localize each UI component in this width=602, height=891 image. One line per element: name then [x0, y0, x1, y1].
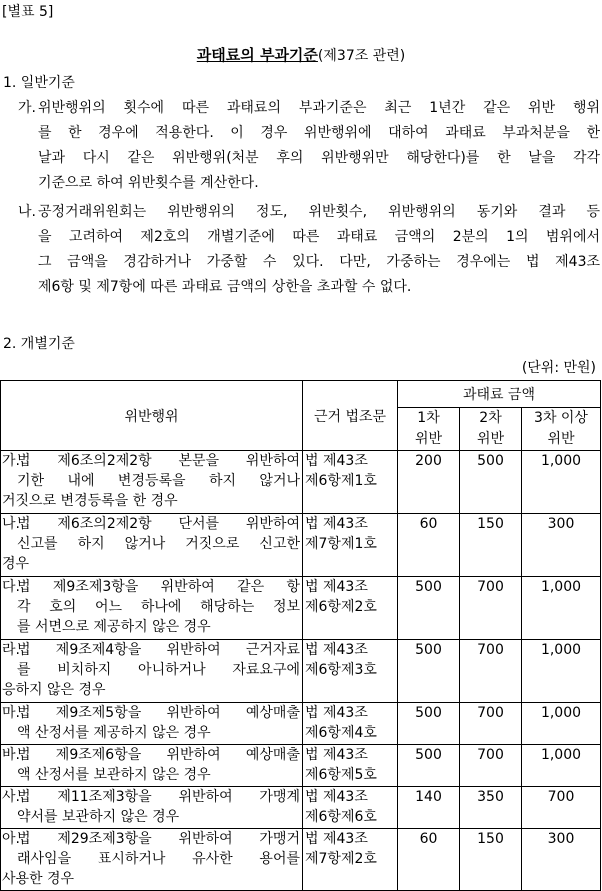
cell-fee-third: 300: [522, 829, 601, 891]
fee-table: [0, 380, 601, 891]
cell-fee-third: 1,000: [522, 451, 601, 514]
col-header-second: 2차 위반: [460, 408, 522, 451]
law-line: 제6항제3호: [305, 662, 377, 678]
row-marker: 바.: [2, 747, 20, 763]
row-marker: 마.: [2, 705, 20, 721]
document-title: [0, 44, 602, 65]
text-line: 응하지 않은 경우: [2, 682, 106, 698]
text-line: 법 제9조제4항을 위반하여 근거자료: [17, 642, 300, 658]
law-line: 제6항제2호: [305, 599, 377, 615]
cell-fee-first: 60: [398, 829, 460, 891]
item-marker: 가.: [18, 100, 36, 116]
table-row: [1, 640, 601, 703]
cell-fee-third: 1,000: [522, 745, 601, 787]
table-row: [1, 451, 601, 514]
title-reference: (제37조 관련): [317, 48, 406, 64]
table-row: [1, 745, 601, 787]
law-line: 제7항제1호: [305, 536, 377, 552]
text-line: 약서를 보관하지 않은 경우: [17, 809, 180, 825]
text-line: 액 산정서를 제공하지 않은 경우: [17, 725, 211, 741]
row-marker: 가.: [2, 453, 20, 469]
cell-violation: [1, 577, 303, 640]
row-marker: 라.: [2, 642, 20, 658]
cell-fee-first: 500: [398, 703, 460, 745]
text-line: 그 금액을 경감하거나 가중할 수 있다. 다만, 가중하는 경우에는 법 제43조: [38, 254, 600, 270]
item-text: [18, 200, 600, 300]
cell-violation: [1, 514, 303, 577]
cell-law: [303, 703, 398, 745]
text-line: 를 서면으로 제공하지 않은 경우: [17, 619, 211, 635]
cell-fee-third: 1,000: [522, 640, 601, 703]
law-line: 제6항제4호: [305, 725, 377, 741]
text-line: 기준으로 하여 위반횟수를 계산한다.: [38, 175, 259, 191]
text-line: 법 제9조제5항을 위반하여 예상매출: [17, 705, 300, 721]
annex-tag: [별표 5]: [2, 4, 54, 20]
law-line: 법 제43조: [305, 705, 368, 721]
row-marker: 나.: [2, 516, 20, 532]
col-header-law: 근거 법조문: [303, 381, 398, 451]
law-line: 법 제43조: [305, 831, 368, 847]
item-text: [18, 96, 600, 196]
cell-law: [303, 745, 398, 787]
cell-violation: [1, 787, 303, 829]
text-line: 법 제6조의2제2항 본문을 위반하여: [17, 453, 300, 469]
text-line: 법 제11조제3항을 위반하여 가맹계: [17, 789, 300, 805]
cell-fee-first: 500: [398, 577, 460, 640]
col-header-fee-group: 과태료 금액: [398, 381, 601, 408]
text-line: 기한 내에 변경등록을 하지 않거나: [17, 473, 300, 489]
text-line: 을 고려하여 제2호의 개별기준에 따른 과태료 금액의 2분의 1의 범위에서: [38, 229, 600, 245]
item-marker: 나.: [18, 204, 36, 220]
cell-fee-first: 60: [398, 514, 460, 577]
general-heading: 1. 일반기준: [3, 75, 75, 91]
cell-fee-first: 500: [398, 745, 460, 787]
text-line: 법 제29조제3항을 위반하여 가맹거: [17, 831, 300, 847]
cell-violation: [1, 745, 303, 787]
cell-law: [303, 829, 398, 891]
cell-law: [303, 640, 398, 703]
table-row: [1, 703, 601, 745]
cell-fee-second: 350: [460, 787, 522, 829]
cell-law: [303, 451, 398, 514]
law-line: 제7항제2호: [305, 851, 377, 867]
cell-law: [303, 577, 398, 640]
text-line: 공정거래위원회는 위반행위의 정도, 위반횟수, 위반행위의 동기와 결과 등: [38, 204, 600, 220]
law-line: 법 제43조: [305, 747, 368, 763]
title-main: 과태료의 부과기준: [196, 46, 318, 64]
col-header-third: 3차 이상 위반: [522, 408, 601, 451]
law-line: 법 제43조: [305, 579, 368, 595]
cell-fee-third: 1,000: [522, 577, 601, 640]
general-item-ga: [18, 96, 600, 196]
cell-fee-first: 140: [398, 787, 460, 829]
text-line: 신고를 하지 않거나 거짓으로 신고한: [17, 536, 300, 552]
row-marker: 사.: [2, 789, 20, 805]
cell-fee-second: 500: [460, 451, 522, 514]
text-line: 사용한 경우: [2, 871, 75, 887]
cell-fee-second: 700: [460, 745, 522, 787]
law-line: 법 제43조: [305, 789, 368, 805]
table-row: [1, 514, 601, 577]
law-line: 법 제43조: [305, 516, 368, 532]
text-line: 법 제9조제3항을 위반하여 같은 항: [17, 579, 300, 595]
cell-violation: [1, 640, 303, 703]
cell-fee-third: 700: [522, 787, 601, 829]
law-line: 제6항제1호: [305, 473, 377, 489]
unit-label: (단위: 만원): [521, 360, 596, 376]
cell-violation: [1, 703, 303, 745]
text-line: 위반행위의 횟수에 따른 과태료의 부과기준은 최근 1년간 같은 위반 행위: [38, 100, 600, 116]
law-line: 제6항제6호: [305, 809, 377, 825]
general-item-na: [18, 200, 600, 300]
law-line: 제6항제5호: [305, 767, 377, 783]
text-line: 법 제9조제6항을 위반하여 예상매출: [17, 747, 300, 763]
cell-fee-second: 700: [460, 640, 522, 703]
law-line: 법 제43조: [305, 453, 368, 469]
table-row: [1, 787, 601, 829]
col-header-act: 위반행위: [1, 381, 303, 451]
cell-fee-first: 200: [398, 451, 460, 514]
row-marker: 아.: [2, 831, 20, 847]
text-line: 제6항 및 제7항에 따른 과태료 금액의 상한을 초과할 수 없다.: [38, 279, 412, 295]
cell-fee-first: 500: [398, 640, 460, 703]
table-row: [1, 577, 601, 640]
cell-fee-second: 150: [460, 829, 522, 891]
text-line: 를 비치하지 아니하거나 자료요구에: [17, 662, 300, 678]
cell-fee-second: 150: [460, 514, 522, 577]
cell-violation: [1, 829, 303, 891]
text-line: 래사임을 표시하거나 유사한 용어를: [17, 851, 300, 867]
row-marker: 다.: [2, 579, 20, 595]
specific-heading: 2. 개별기준: [3, 336, 75, 352]
text-line: 법 제6조의2제2항 단서를 위반하여: [17, 516, 300, 532]
text-line: 거짓으로 변경등록을 한 경우: [2, 493, 178, 509]
text-line: 경우: [2, 556, 30, 572]
text-line: 를 한 경우에 적용한다. 이 경우 위반행위에 대하여 과태료 부과처분을 한: [38, 125, 600, 141]
cell-fee-second: 700: [460, 703, 522, 745]
text-line: 각 호의 어느 하나에 해당하는 정보: [17, 599, 300, 615]
cell-violation: [1, 451, 303, 514]
cell-law: [303, 514, 398, 577]
cell-fee-second: 700: [460, 577, 522, 640]
law-line: 법 제43조: [305, 642, 368, 658]
text-line: 날과 다시 같은 위반행위(처분 후의 위반행위만 해당한다)를 한 날을 각각: [38, 150, 600, 166]
text-line: 액 산정서를 보관하지 않은 경우: [17, 767, 211, 783]
table-row: [1, 829, 601, 891]
cell-law: [303, 787, 398, 829]
cell-fee-third: 1,000: [522, 703, 601, 745]
col-header-first: 1차 위반: [398, 408, 460, 451]
cell-fee-third: 300: [522, 514, 601, 577]
